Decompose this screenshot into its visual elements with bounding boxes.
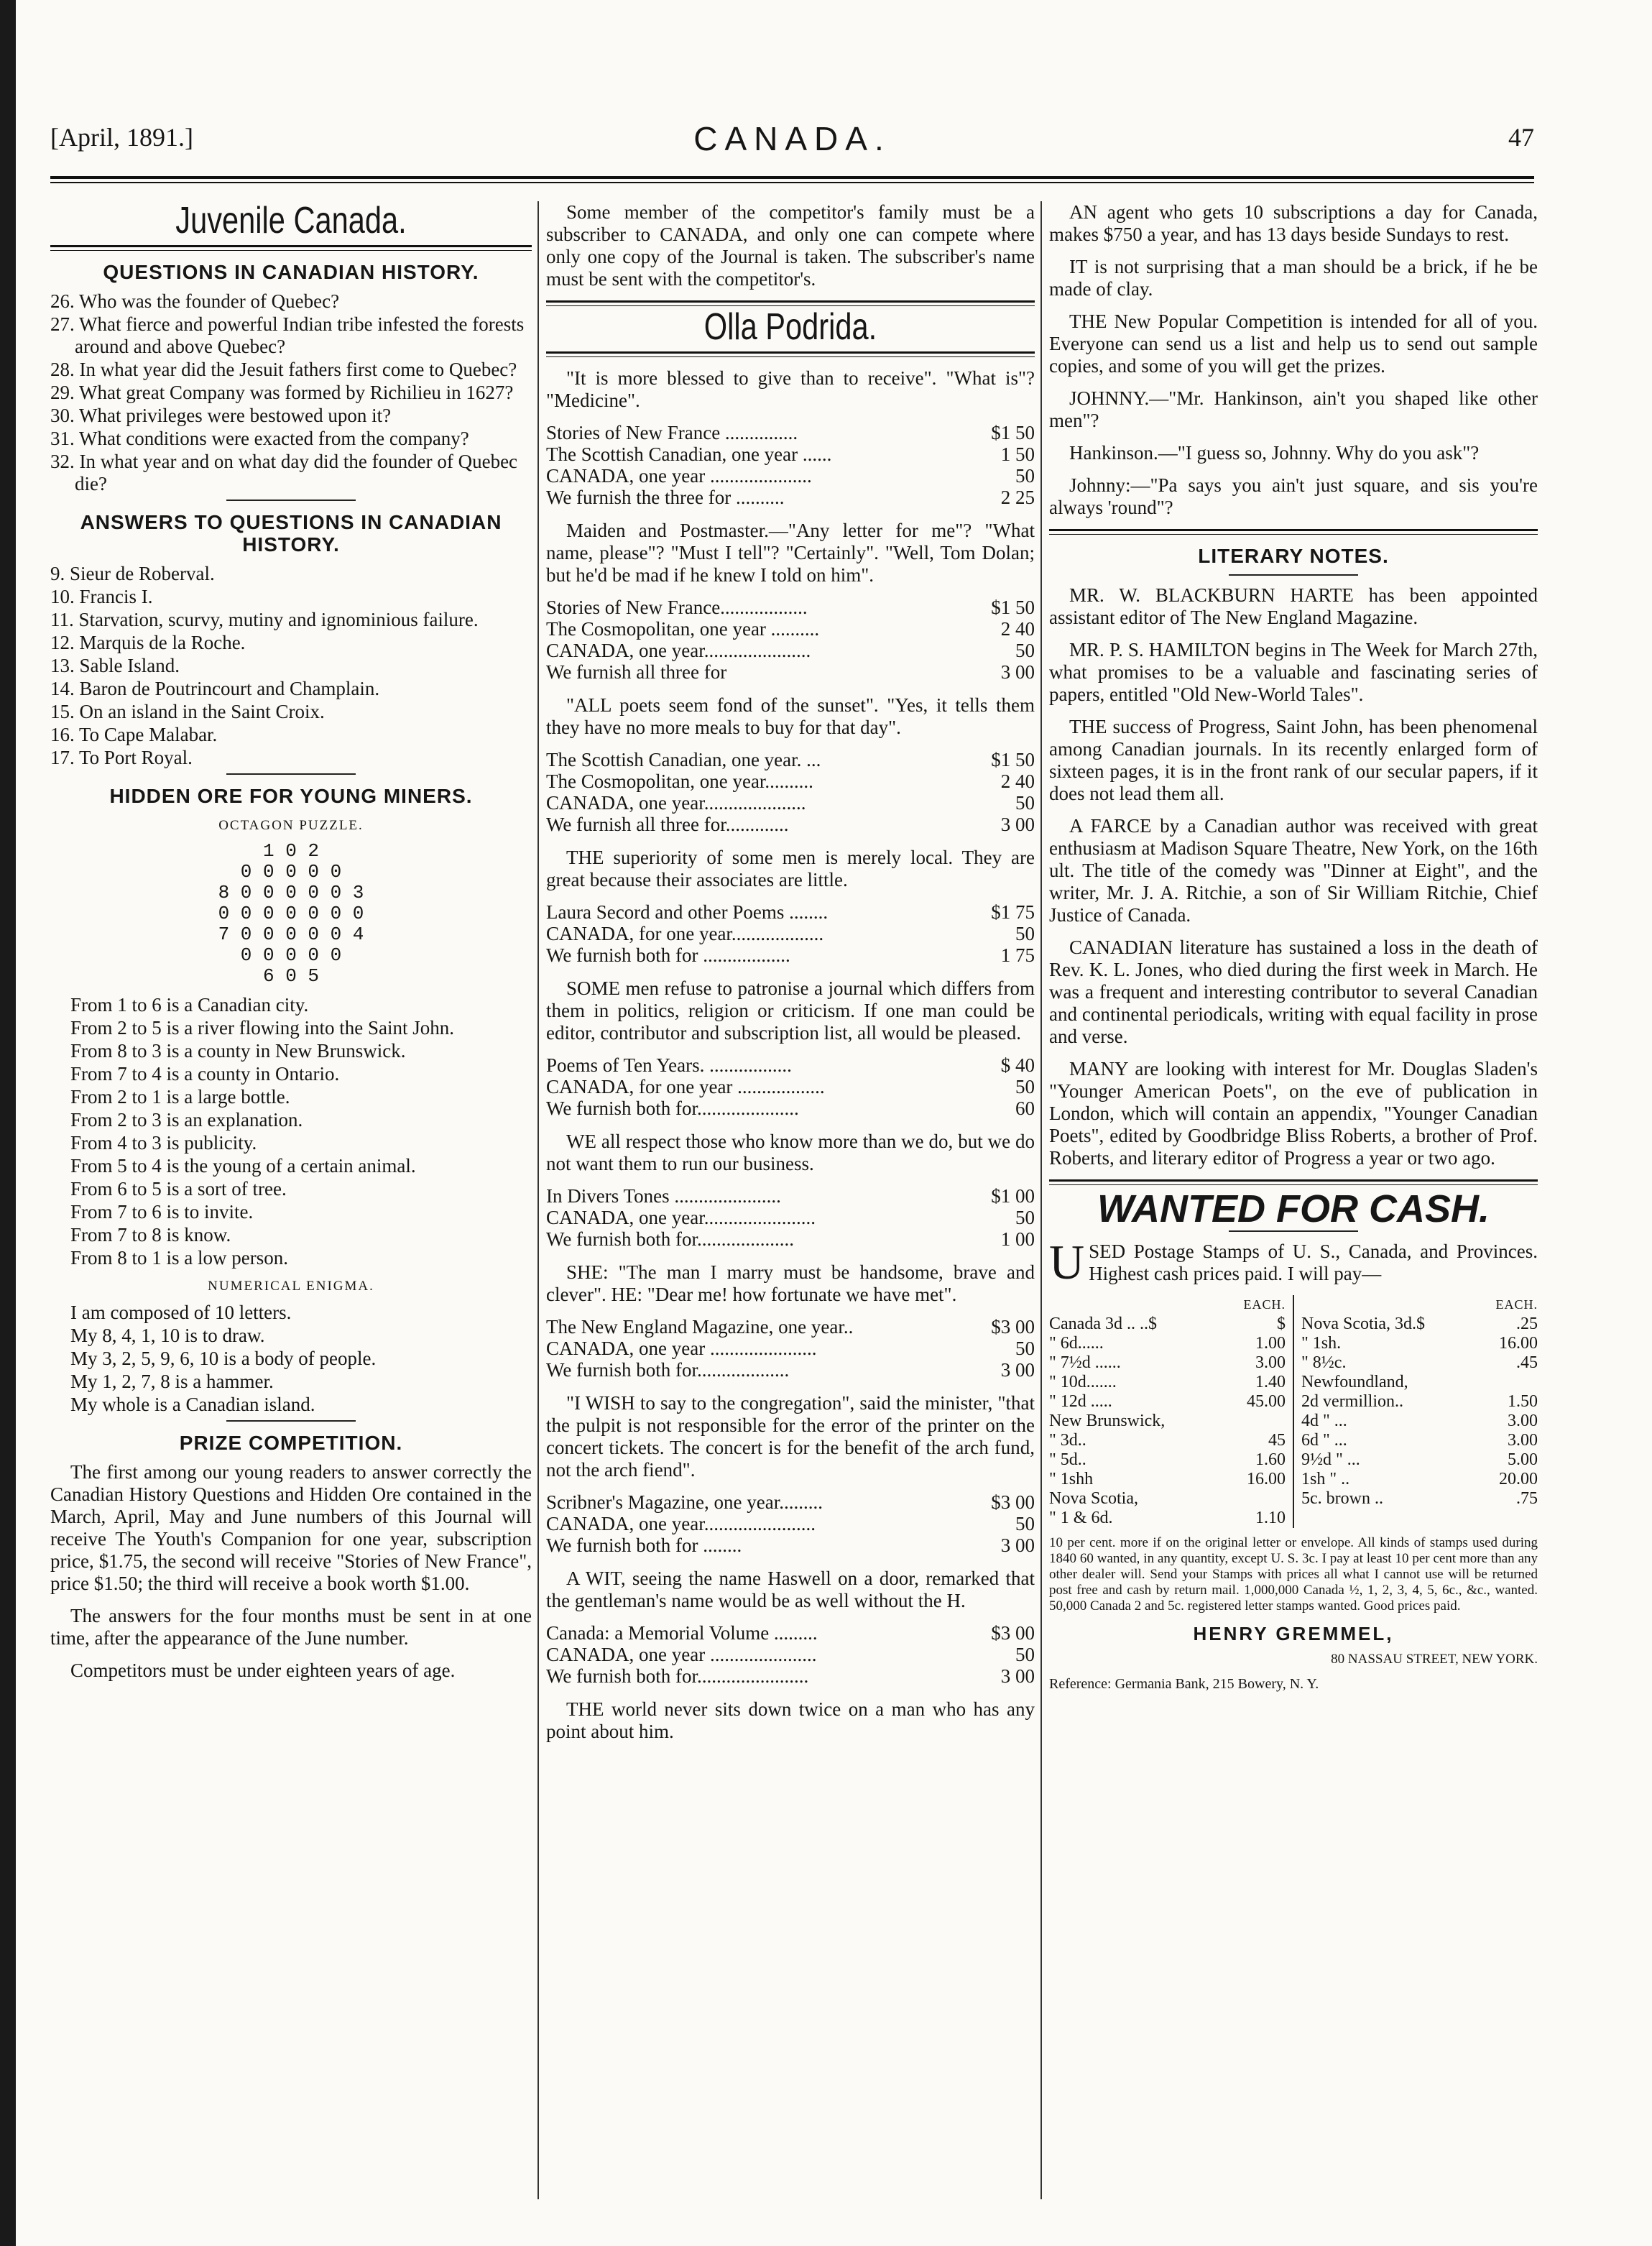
offer-price: 50 — [1015, 1076, 1035, 1097]
offer-row — [546, 1665, 1035, 1687]
stamp-row — [1301, 1334, 1538, 1353]
stamp-price: .45 — [1516, 1353, 1538, 1372]
stamp-row — [1049, 1392, 1286, 1412]
answer-item: 12. Marquis de la Roche. — [50, 632, 246, 653]
puzzle-row: 8 0 0 0 0 0 3 — [218, 882, 364, 903]
each-label: EACH. — [1243, 1297, 1286, 1312]
rule — [1229, 574, 1358, 576]
offer-price: 50 — [1015, 792, 1035, 814]
offer-row — [546, 1097, 1035, 1119]
subscription-offer-table — [546, 901, 1035, 966]
offer-row — [546, 1359, 1035, 1381]
question-item: 27. What fierce and powerful Indian tribe infested the forests around and above Quebec? — [50, 313, 525, 357]
misc-paragraph: AN agent who gets 10 subscriptions a day for Canada, makes $750 a year, and has 13 days beside Sundays to rest. — [1049, 201, 1538, 245]
literary-note: THE success of Progress, Saint John, has been phenomenal among Canadian journals. In its recently enlarged form of sixteen pages, it is in the front rank of our secular papers, if it does not lead them all. — [1049, 716, 1538, 804]
offer-price: 50 — [1015, 1338, 1035, 1359]
prize-text — [50, 1461, 532, 1682]
binding-edge — [0, 0, 16, 2246]
stamp-name: Canada 3d .. ..$ — [1049, 1315, 1157, 1333]
advertiser-reference: Reference: Germania Bank, 215 Bowery, N. Y. — [1049, 1676, 1319, 1692]
offer-row — [546, 1644, 1035, 1665]
prize-heading: PRIZE COMPETITION. — [179, 1432, 403, 1454]
stamp-row — [1301, 1392, 1538, 1412]
prize-paragraph: Competitors must be under eighteen years of age. — [70, 1660, 456, 1681]
misc-paragraph: JOHNNY.—"Mr. Hankinson, ain't you shaped like other men"? — [1049, 387, 1538, 431]
subscription-offer-table — [546, 1316, 1035, 1381]
answer-item: 17. To Port Royal. — [50, 747, 193, 768]
answer-item: 10. Francis I. — [50, 586, 153, 607]
offer-row — [546, 814, 1035, 835]
stamp-name: " 6d...... — [1049, 1334, 1104, 1353]
stamp-name: Nova Scotia, — [1049, 1489, 1138, 1508]
wanted-intro — [1049, 1235, 1538, 1289]
stamp-name: 9½d " ... — [1301, 1450, 1360, 1469]
stamp-row — [1301, 1353, 1538, 1373]
puzzle-row: 7 0 0 0 0 0 4 — [218, 924, 364, 945]
stamp-name: " 5d.. — [1049, 1450, 1086, 1469]
stamp-name: " 1 & 6d. — [1049, 1509, 1113, 1527]
stamp-name: Nova Scotia, 3d.$ — [1301, 1315, 1425, 1333]
offer-item: The Cosmopolitan, one year .......... — [546, 618, 820, 640]
offer-row — [546, 640, 1035, 661]
puzzle-clue: From 7 to 4 is a county in Ontario. — [70, 1063, 340, 1085]
anecdote: SOME men refuse to patronise a journal which differs from them in politics, religion or criticism. If one man could be editor, contributor and subscription list, all would be pleased. — [546, 977, 1035, 1044]
stamp-row — [1049, 1489, 1286, 1509]
offer-price: $1 50 — [991, 422, 1035, 443]
answer-item: 14. Baron de Poutrincourt and Champlain. — [50, 678, 380, 699]
offer-price: 50 — [1015, 1644, 1035, 1665]
rule — [226, 1420, 356, 1422]
offer-item: We furnish the three for .......... — [546, 487, 785, 508]
offer-item: In Divers Tones ...................... — [546, 1185, 781, 1207]
offer-row — [546, 422, 1035, 443]
stamp-row — [1301, 1450, 1538, 1470]
stamp-row — [1049, 1450, 1286, 1470]
puzzle-clue: From 8 to 3 is a county in New Brunswick. — [70, 1040, 406, 1062]
offer-item: Scribner's Magazine, one year......... — [546, 1491, 823, 1513]
offer-price: $1 50 — [991, 597, 1035, 618]
wanted-for-cash-title: WANTED FOR CASH. — [1097, 1187, 1490, 1230]
wanted-fine-print: 10 per cent. more if on the original letter or envelope. All kinds of stamps used during 1840 60 wanted, in any quantity, except U. S. 3c. I pay at least 10 per cent more than any other dealer will. Send your Stamps with prices all what I cannot use will be returned post free and cash by return mail. 1,000,000 Canada ½, 1, 2, 3, 4, 5, 6c., &c., wanted. 50,000 Canada 2 and 5c. registered letter stamps wanted. Good prices paid. — [1049, 1535, 1538, 1614]
literary-note: MR. W. BLACKBURN HARTE has been appointed assistant editor of The New England Magazine. — [1049, 584, 1538, 628]
stamp-name: 4d " ... — [1301, 1412, 1347, 1430]
answers-list — [50, 563, 532, 769]
offer-item: We furnish all three for............. — [546, 814, 789, 835]
stamp-row — [1301, 1412, 1538, 1431]
offer-item: Stories of New France.................. — [546, 597, 808, 618]
stamp-price: 16.00 — [1499, 1334, 1538, 1353]
enigma-line: I am composed of 10 letters. — [70, 1302, 292, 1323]
offer-item: We furnish all three for — [546, 661, 727, 683]
stamp-row — [1301, 1431, 1538, 1450]
offer-price: 3 00 — [1000, 1359, 1035, 1381]
offer-item: We furnish both for..................... — [546, 1097, 799, 1119]
offer-row — [546, 1513, 1035, 1534]
question-item: 31. What conditions were exacted from the company? — [50, 428, 469, 449]
puzzle-clue: From 2 to 1 is a large bottle. — [70, 1086, 290, 1108]
puzzle-clues — [50, 994, 532, 1269]
offer-item: Canada: a Memorial Volume ......... — [546, 1622, 818, 1644]
stamp-name: Newfoundland, — [1301, 1373, 1408, 1391]
offer-price: 2 40 — [1000, 618, 1035, 640]
anecdote: "ALL poets seem fond of the sunset". "Yes, it tells them they have no more meals to buy for that day". — [546, 694, 1035, 738]
prize-paragraph: The answers for the four months must be sent in at one time, after the appearance of the June number. — [50, 1605, 532, 1649]
stamp-price: 5.00 — [1508, 1450, 1538, 1469]
advertiser-name: HENRY GREMMEL, — [1193, 1623, 1394, 1644]
offer-row — [546, 1622, 1035, 1644]
offer-item: The Scottish Canadian, one year. ... — [546, 749, 821, 770]
puzzle-row: 0 0 0 0 0 0 0 — [218, 903, 364, 924]
header-rule — [50, 176, 1534, 183]
offer-price: 50 — [1015, 923, 1035, 944]
offer-item: We furnish both for .................. — [546, 944, 790, 966]
enigma-line: My 8, 4, 1, 10 is to draw. — [70, 1325, 265, 1346]
stamp-name: " 10d....... — [1049, 1373, 1117, 1391]
stamp-price: 16.00 — [1247, 1470, 1286, 1488]
offer-item: We furnish both for....................... — [546, 1665, 809, 1687]
drop-cap: U — [1049, 1235, 1085, 1289]
offer-item: Laura Secord and other Poems ........ — [546, 901, 829, 923]
stamp-row — [1049, 1353, 1286, 1373]
anecdote: THE world never sits down twice on a man who has any point about him. — [546, 1698, 1035, 1742]
question-item: 29. What great Company was formed by Richilieu in 1627? — [50, 382, 514, 403]
enigma-title: NUMERICAL ENIGMA. — [208, 1279, 374, 1294]
rule — [1049, 529, 1538, 535]
stamp-price: 3.00 — [1508, 1431, 1538, 1450]
offer-row — [546, 749, 1035, 770]
offer-price: 1 00 — [1000, 1228, 1035, 1250]
stamp-row — [1301, 1489, 1538, 1509]
stamp-row — [1301, 1373, 1538, 1392]
offer-item: CANADA, one year..................... — [546, 792, 806, 814]
offer-item: CANADA, for one year .................. — [546, 1076, 825, 1097]
answers-heading: ANSWERS TO QUESTIONS IN CANADIAN HISTORY. — [80, 511, 502, 556]
stamp-price: 3.00 — [1255, 1353, 1286, 1372]
stamp-price: $ — [1277, 1315, 1286, 1333]
stamp-price: 1.40 — [1255, 1373, 1286, 1391]
puzzle-clue: From 7 to 6 is to invite. — [70, 1201, 254, 1223]
puzzle-clue: From 4 to 3 is publicity. — [70, 1132, 257, 1154]
stamp-price: 1.00 — [1255, 1334, 1286, 1353]
offer-item: We furnish both for................... — [546, 1359, 790, 1381]
stamp-price: .25 — [1516, 1315, 1538, 1333]
stamp-row — [1301, 1470, 1538, 1489]
octagon-puzzle-grid — [50, 841, 532, 987]
rule — [546, 300, 1035, 306]
advertiser-address: 80 NASSAU STREET, NEW YORK. — [1331, 1652, 1538, 1667]
column-divider-1 — [537, 201, 539, 2199]
puzzle-clue: From 2 to 3 is an explanation. — [70, 1109, 303, 1131]
stamp-price: 1.50 — [1508, 1392, 1538, 1411]
answer-item: 15. On an island in the Saint Croix. — [50, 701, 325, 722]
literary-notes-heading: LITERARY NOTES. — [1198, 545, 1389, 567]
answer-item: 16. To Cape Malabar. — [50, 724, 218, 745]
offer-price: $3 00 — [991, 1491, 1035, 1513]
offer-row — [546, 1076, 1035, 1097]
stamp-price: 1.60 — [1255, 1450, 1286, 1469]
stamp-name: " 7½d ...... — [1049, 1353, 1121, 1372]
subscription-offer-table — [546, 597, 1035, 683]
olla-podrida-blocks — [546, 367, 1035, 1743]
misc-paragraph: Johnny:—"Pa says you ain't just square, and sis you're always 'round"? — [1049, 474, 1538, 518]
rule — [1229, 1230, 1358, 1232]
offer-row — [546, 443, 1035, 465]
offer-row — [546, 1534, 1035, 1556]
offer-row — [546, 597, 1035, 618]
stamp-row — [1049, 1315, 1286, 1334]
literary-note: MANY are looking with interest for Mr. Douglas Sladen's "Younger American Poets", on the eve of publication in London, which will contain an appendix, "Younger Canadian Poets", edited by Goodbridge Bliss Roberts, a brother of Prof. Roberts, and literary editor of Progress a year or two ago. — [1049, 1058, 1538, 1169]
wanted-intro-text: SED Postage Stamps of U. S., Canada, and Provinces. Highest cash prices paid. I will pay— — [1089, 1241, 1538, 1284]
offer-price: 1 75 — [1000, 944, 1035, 966]
puzzle-clue: From 6 to 5 is a sort of tree. — [70, 1178, 287, 1200]
subscription-offer-table — [546, 1185, 1035, 1250]
rule — [226, 500, 356, 501]
subscription-offer-table — [546, 1054, 1035, 1119]
anecdote: THE superiority of some men is merely local. They are great because their associates are little. — [546, 847, 1035, 890]
subscription-offer-table — [546, 422, 1035, 508]
rule — [1049, 1179, 1538, 1185]
literary-notes — [1049, 584, 1538, 1169]
questions-heading: QUESTIONS IN CANADIAN HISTORY. — [103, 261, 479, 283]
literary-note: MR. P. S. HAMILTON begins in The Week for March 27th, what promises to be a valuable and fascinating series of papers, entitled "Old New-World Tales". — [1049, 639, 1538, 705]
puzzle-row: 0 0 0 0 0 — [240, 944, 342, 966]
offer-item: CANADA, one year....................... — [546, 1513, 816, 1534]
stamp-name: " 12d ..... — [1049, 1392, 1112, 1411]
stamp-name: New Brunswick, — [1049, 1412, 1166, 1430]
anecdote: Maiden and Postmaster.—"Any letter for me"? "What name, please"? "Must I tell"? "Certainly". "Well, Tom Dolan; but he'd be mad if he knew I told on him". — [546, 520, 1035, 586]
offer-item: Stories of New France ............... — [546, 422, 798, 443]
subscription-offer-table — [546, 1491, 1035, 1556]
ore-heading: HIDDEN ORE FOR YOUNG MINERS. — [109, 785, 473, 807]
header-title: CANADA. — [693, 120, 891, 157]
stamp-row — [1049, 1373, 1286, 1392]
offer-item: CANADA, one year...................... — [546, 640, 811, 661]
offer-row — [546, 661, 1035, 683]
offer-price: 3 00 — [1000, 1665, 1035, 1687]
column-3 — [1049, 201, 1538, 1695]
anecdote: "I WISH to say to the congregation", said the minister, "that the pulpit is not responsible for the error of the printer on the concert tickets. The concert is for the benefit of the arch fund, not the arch fiend". — [546, 1392, 1035, 1481]
prize-paragraph: The first among our young readers to answer correctly the Canadian History Questions and Hidden Ore contained in the March, April, May and June numbers of this Journal will receive The Youth's Companion for one year, subscription price, $1.75, the second will receive "Stories of New France", price $1.50; the third will receive a book worth $1.00. — [50, 1461, 532, 1594]
offer-row — [546, 618, 1035, 640]
column-1 — [50, 201, 532, 1692]
misc-paragraphs — [1049, 201, 1538, 519]
enigma-lines — [50, 1302, 532, 1416]
offer-row — [546, 944, 1035, 966]
octagon-puzzle-title: OCTAGON PUZZLE. — [218, 818, 364, 833]
stamp-name: " 8½c. — [1301, 1353, 1347, 1372]
rule — [226, 773, 356, 775]
offer-price: 50 — [1015, 1513, 1035, 1534]
puzzle-clue: From 8 to 1 is a low person. — [70, 1247, 288, 1269]
offer-price: 50 — [1015, 1207, 1035, 1228]
column-2 — [546, 201, 1035, 1753]
stamp-prices-left — [1049, 1295, 1294, 1528]
anecdote: A WIT, seeing the name Haswell on a door, remarked that the gentleman's name would be as well without the H. — [546, 1568, 1035, 1611]
offer-price: $1 00 — [991, 1185, 1035, 1207]
offer-price: 2 40 — [1000, 770, 1035, 792]
offer-row — [546, 1338, 1035, 1359]
offer-row — [546, 1185, 1035, 1207]
stamp-price: 45 — [1268, 1431, 1286, 1450]
stamp-row — [1049, 1431, 1286, 1450]
puzzle-row: 0 0 0 0 0 — [240, 861, 342, 883]
anecdote: WE all respect those who know more than we do, but we do not want them to run our business. — [546, 1131, 1035, 1174]
stamp-name: " 1sh. — [1301, 1334, 1342, 1353]
stamp-row — [1049, 1470, 1286, 1489]
puzzle-row: 1 0 2 — [262, 840, 319, 862]
question-item: 32. In what year and on what day did the founder of Quebec die? — [50, 451, 518, 494]
stamp-name: 5c. brown .. — [1301, 1489, 1383, 1508]
offer-item: CANADA, one year....................... — [546, 1207, 816, 1228]
stamp-row — [1049, 1509, 1286, 1528]
offer-item: The Scottish Canadian, one year ...... — [546, 443, 832, 465]
offer-item: Poems of Ten Years. ................. — [546, 1054, 792, 1076]
offer-price: $1 75 — [991, 901, 1035, 923]
offer-item: CANADA, one year ...................... — [546, 1338, 817, 1359]
stamp-price: 1.10 — [1255, 1509, 1286, 1527]
stamp-name: 2d vermillion.. — [1301, 1392, 1403, 1411]
literary-note: CANADIAN literature has sustained a loss in the death of Rev. K. L. Jones, who died during the first week in March. He was a frequent and interesting contributor to several Canadian and continental periodicals, writing with equal facility in prose and verse. — [1049, 936, 1538, 1047]
offer-price: 3 00 — [1000, 661, 1035, 683]
offer-item: CANADA, one year ..................... — [546, 465, 812, 487]
offer-price: 60 — [1015, 1097, 1035, 1119]
enigma-line: My whole is a Canadian island. — [70, 1394, 315, 1415]
literary-note: A FARCE by a Canadian author was received with great enthusiasm at Madison Square Theatre, New York, on the 16th ult. The title of the comedy was "Dinner at Eight", and the writer, Mr. J. A. Ritchie, a son of Sir William Ritchie, Chief Justice of Canada. — [1049, 815, 1538, 926]
puzzle-row: 6 0 5 — [262, 965, 319, 987]
offer-price: 50 — [1015, 640, 1035, 661]
anecdote: "It is more blessed to give than to receive". "What is"? "Medicine". — [546, 367, 1035, 411]
enigma-line: My 3, 2, 5, 9, 6, 10 is a body of people. — [70, 1348, 377, 1369]
stamp-price: 45.00 — [1247, 1392, 1286, 1411]
competition-note: Some member of the competitor's family must be a subscriber to CANADA, and only one can compete where only one copy of the Journal is taken. The subscriber's name must be sent with the competitor's. — [546, 201, 1035, 290]
stamp-row — [1049, 1334, 1286, 1353]
question-item: 28. In what year did the Jesuit fathers first come to Quebec? — [50, 359, 517, 380]
stamp-price: 3.00 — [1508, 1412, 1538, 1430]
puzzle-clue: From 2 to 5 is a river flowing into the Saint John. — [70, 1017, 454, 1039]
page-header — [50, 122, 1534, 172]
stamp-name: " 1shh — [1049, 1470, 1094, 1488]
puzzle-clue: From 1 to 6 is a Canadian city. — [70, 994, 309, 1016]
offer-price: 2 25 — [1000, 487, 1035, 508]
rule — [50, 245, 532, 251]
offer-row — [546, 901, 1035, 923]
offer-row — [546, 1054, 1035, 1076]
offer-price: 3 00 — [1000, 814, 1035, 835]
section-title-juvenile: Juvenile Canada. — [175, 200, 407, 241]
offer-item: The Cosmopolitan, one year.......... — [546, 770, 813, 792]
offer-price: 1 50 — [1000, 443, 1035, 465]
offer-price: $3 00 — [991, 1622, 1035, 1644]
offer-row — [546, 770, 1035, 792]
question-item: 30. What privileges were bestowed upon it? — [50, 405, 392, 426]
offer-item: The New England Magazine, one year.. — [546, 1316, 854, 1338]
offer-row — [546, 465, 1035, 487]
offer-row — [546, 1228, 1035, 1250]
stamp-name: 1sh " .. — [1301, 1470, 1350, 1488]
offer-price: $1 50 — [991, 749, 1035, 770]
misc-paragraph: Hankinson.—"I guess so, Johnny. Why do you ask"? — [1069, 442, 1480, 464]
puzzle-clue: From 5 to 4 is the young of a certain animal. — [70, 1155, 416, 1177]
column-divider-2 — [1040, 201, 1042, 2199]
enigma-line: My 1, 2, 7, 8 is a hammer. — [70, 1371, 274, 1392]
offer-price: 3 00 — [1000, 1534, 1035, 1556]
stamp-row — [1049, 1412, 1286, 1431]
offer-row — [546, 1491, 1035, 1513]
header-page-number: 47 — [1508, 123, 1534, 152]
offer-row — [546, 792, 1035, 814]
subscription-offer-table — [546, 749, 1035, 835]
stamp-price-table — [1049, 1295, 1538, 1528]
subscription-offer-table — [546, 1622, 1035, 1687]
header-date: [April, 1891.] — [50, 123, 193, 152]
offer-price: $3 00 — [991, 1316, 1035, 1338]
offer-row — [546, 1207, 1035, 1228]
offer-item: CANADA, one year ...................... — [546, 1644, 817, 1665]
offer-row — [546, 923, 1035, 944]
stamp-row — [1301, 1315, 1538, 1334]
questions-list — [50, 290, 532, 495]
answer-item: 11. Starvation, scurvy, mutiny and ignominious failure. — [50, 609, 479, 630]
offer-item: We furnish both for.................... — [546, 1228, 795, 1250]
offer-item: CANADA, for one year................... — [546, 923, 824, 944]
offer-row — [546, 487, 1035, 508]
answer-item: 9. Sieur de Roberval. — [50, 563, 215, 584]
stamp-name: 6d " ... — [1301, 1431, 1347, 1450]
stamp-price: 20.00 — [1499, 1470, 1538, 1488]
misc-paragraph: IT is not surprising that a man should be a brick, if he be made of clay. — [1049, 256, 1538, 300]
offer-item: We furnish both for ........ — [546, 1534, 742, 1556]
each-label: EACH. — [1495, 1297, 1538, 1312]
stamp-name: " 3d.. — [1049, 1431, 1086, 1450]
puzzle-clue: From 7 to 8 is know. — [70, 1224, 231, 1246]
offer-row — [546, 1316, 1035, 1338]
answer-item: 13. Sable Island. — [50, 655, 180, 676]
offer-price: $ 40 — [1000, 1054, 1035, 1076]
anecdote: SHE: "The man I marry must be handsome, brave and clever". HE: "Dear me! how fortunate we have met". — [546, 1261, 1035, 1305]
stamp-price: .75 — [1516, 1489, 1538, 1508]
misc-paragraph: THE New Popular Competition is intended for all of you. Everyone can send us a list and help us to send out sample copies, and some of you will get the prizes. — [1049, 310, 1538, 377]
offer-price: 50 — [1015, 465, 1035, 487]
stamp-prices-right — [1294, 1295, 1538, 1528]
section-title-olla-podrida: Olla Podrida. — [703, 306, 877, 348]
rule — [546, 351, 1035, 357]
question-item: 26. Who was the founder of Quebec? — [50, 290, 340, 312]
